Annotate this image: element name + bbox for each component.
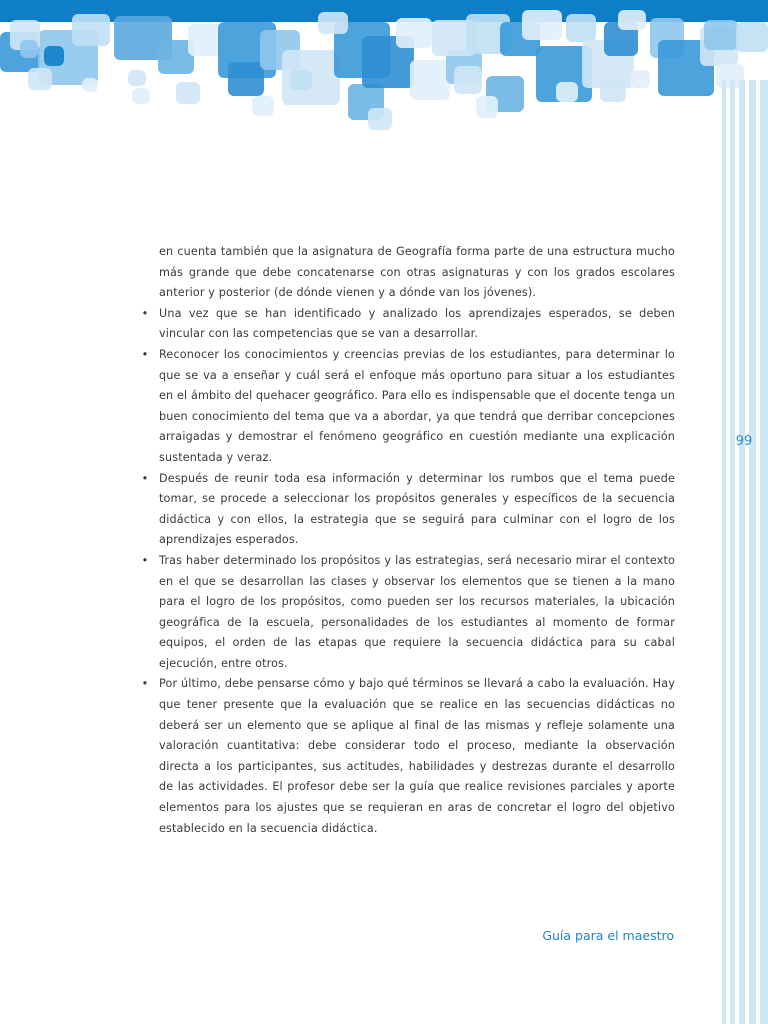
- list-item: [135, 304, 675, 345]
- decorative-square: [228, 62, 264, 96]
- intro-paragraph: en cuenta también que la asignatura de Geografía forma parte de una estructura mucho más grande que debe concatenarse con otras asignaturas y con los grados escolares anterior y posterior (de dónde vienen y a dónde van los jóvenes).: [159, 245, 675, 300]
- decorative-square: [630, 70, 650, 88]
- decorative-square: [20, 40, 38, 58]
- decorative-square: [318, 12, 348, 34]
- list-item-text: Tras haber determinado los propósitos y las estrategias, será necesario mirar el contexto en el que se desarrollan las clases y observar los elementos que se tienen a la mano para el logro de los propósitos, como pueden ser los recursos materiales, la ubicación geográfica de la escuela, personalidades de los estudiantes al momento de formar equipos, el orden de las etapas que requiere la secuencia didáctica para su cabal ejecución, entre otros.: [159, 553, 675, 670]
- decorative-square: [736, 22, 768, 52]
- decorative-square: [476, 96, 498, 118]
- list-item: [135, 345, 675, 469]
- decorative-square: [618, 10, 646, 30]
- decorative-square: [44, 46, 64, 66]
- header-decoration: [0, 0, 768, 140]
- decorative-square: [454, 66, 482, 94]
- list-item-text: Una vez que se han identificado y analizado los aprendizajes esperados, se deben vincular con las competencias que se van a desarrollar.: [159, 306, 675, 341]
- list-item: [135, 674, 675, 839]
- bullet-icon: •: [141, 306, 149, 320]
- decorative-square: [566, 14, 596, 42]
- decorative-square: [396, 18, 432, 48]
- page-number: 99: [735, 434, 753, 449]
- list-item-text: Después de reunir toda esa información y determinar los rumbos que el tema puede tomar, se procede a seleccionar los propósitos generales y específicos de la secuencia didáctica y con ellos, la estrategia que se seguirá para culminar con el logro de los aprendizajes esperados.: [159, 471, 675, 547]
- decorative-square: [704, 20, 738, 50]
- decorative-square: [252, 96, 274, 116]
- decorative-square: [82, 78, 98, 92]
- decorative-square: [522, 10, 562, 40]
- side-stripes: [722, 80, 768, 1024]
- list-item: [135, 469, 675, 551]
- decorative-square: [290, 70, 312, 90]
- decorative-square: [176, 82, 200, 104]
- decorative-square: [368, 108, 392, 130]
- bullet-icon: •: [141, 553, 149, 567]
- list-item-text: Reconocer los conocimientos y creencias previas de los estudiantes, para determinar lo que se va a enseñar y cuál será el enfoque más oportuno para situar a los estudiantes en el ámbito del quehacer geográfico. Para ello es indispensable que el docente tenga un buen conocimiento del tema que va a abordar, ya que tendrá que derribar concepciones arraigadas y demostrar el fenómeno geográfico en cuestión mediante una explicación sustentada y veraz.: [159, 347, 675, 464]
- footer-title: Guía para el maestro: [542, 928, 674, 943]
- body-text: [135, 242, 675, 839]
- decorative-square: [600, 80, 626, 102]
- list-item-text: Por último, debe pensarse cómo y bajo qué términos se llevará a cabo la evaluación. Hay que tener presente que la evaluación que se realice en las secuencias didácticas no deberá ser un elemento que se aplique al final de las mismas y refleje solamente una valoración cuantitativa: debe considerar todo el proceso, mediante la observación directa a los participantes, sus actitudes, habilidades y destrezas durante el desarrollo de las actividades. El profesor debe ser la guía que realice revisiones parciales y aporte elementos para los ajustes que se requieran en aras de concretar el logro del objetivo establecido en la secuencia didáctica.: [159, 677, 675, 835]
- decorative-square: [556, 82, 578, 102]
- decorative-square: [410, 60, 450, 100]
- decorative-square: [28, 68, 52, 90]
- bullet-icon: •: [141, 347, 149, 361]
- decorative-square: [72, 14, 110, 46]
- decorative-square: [128, 70, 146, 86]
- bullet-icon: •: [141, 677, 149, 691]
- list-item: [135, 551, 675, 675]
- decorative-square: [132, 88, 150, 104]
- bullet-icon: •: [141, 471, 149, 485]
